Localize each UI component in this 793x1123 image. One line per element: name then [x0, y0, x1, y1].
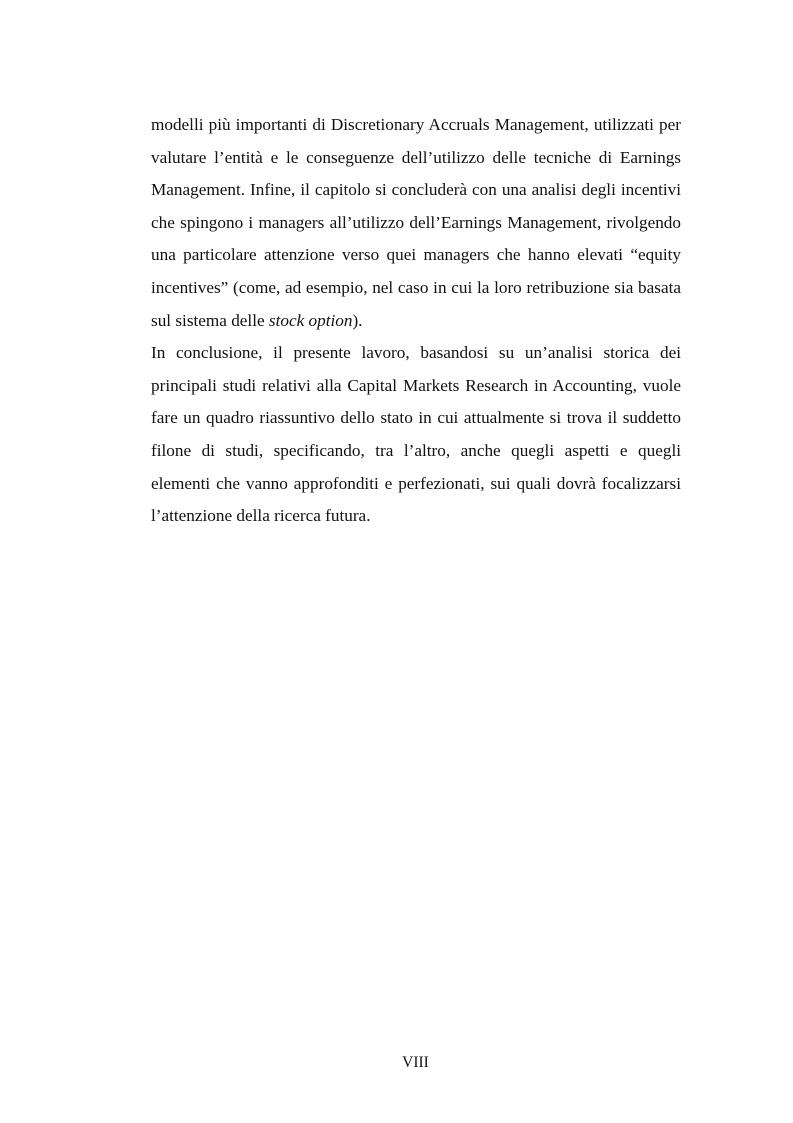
- body-text: [151, 109, 681, 533]
- paragraph-1: [151, 109, 681, 337]
- paragraph-1-text: modelli più importanti di Discretionary Accruals Management, utilizzati per valutare l’entità e le conseguenze dell’utilizzo delle tecniche di Earnings Management. Infine, il capitolo si concluderà con una analisi degli incentivi che spingono i managers all’utilizzo dell’Earnings Management, rivolgendo una particolare attenzione verso quei managers che hanno elevati “equity incentives” (come, ad esempio, nel caso in cui la loro retribuzione sia basata sul sistema delle: [151, 115, 681, 330]
- paragraph-2: In conclusione, il presente lavoro, basandosi su un’analisi storica dei principali studi relativi alla Capital Markets Research in Accounting, vuole fare un quadro riassuntivo dello stato in cui attualmente si trova il suddetto filone di studi, specificando, tra l’altro, anche quegli aspetti e quegli elementi che vanno approfonditi e perfezionati, sui quali dovrà focalizzarsi l’attenzione della ricerca futura.: [151, 343, 681, 526]
- page-number: VIII: [402, 1054, 429, 1071]
- paragraph-1-closing: ).: [352, 310, 363, 330]
- paragraph-1-emphasis: stock option: [268, 310, 353, 330]
